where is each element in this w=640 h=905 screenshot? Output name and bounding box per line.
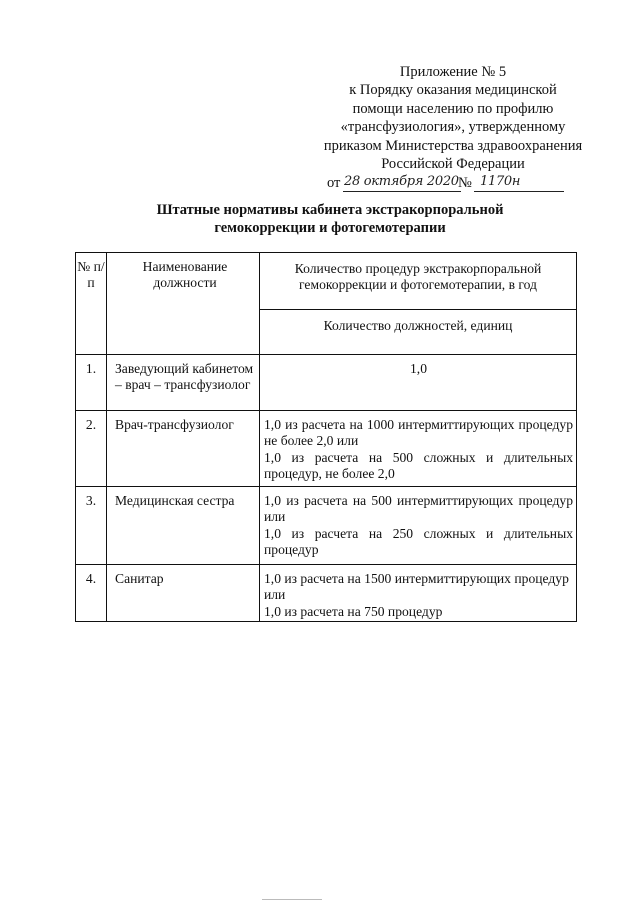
table-row [76, 565, 577, 622]
row-position: Врач-трансфузиолог [107, 411, 260, 487]
order-date-underline [343, 191, 461, 192]
norm-text: 1,0 из расчета на 1500 интермиттирующих процедур или [264, 571, 569, 603]
row-norm [260, 411, 577, 487]
row-position: Заведующий кабинетом – врач – трансфузиолог [107, 355, 260, 411]
norm-text: 1,0 из расчета на 750 процедур [264, 603, 443, 619]
order-from-label: от [327, 175, 341, 192]
row-norm [260, 487, 577, 565]
order-number-underline [474, 191, 564, 192]
scan-artifact [262, 899, 322, 900]
title-line: гемокоррекции и фотогемотерапии [214, 220, 446, 236]
appendix-line: приказом Министерства здравоохранения [323, 137, 583, 154]
document-title [120, 201, 540, 237]
norm-text: 1,0 из расчета на 1000 интермиттирующих процедур не более 2,0 или [264, 417, 573, 449]
norm-text: 1,0 из расчета на 500 интермиттирующих процедур или [264, 493, 573, 525]
staff-norms-table [75, 252, 577, 622]
row-norm [260, 355, 577, 411]
norm-text: 1,0 из расчета на 250 сложных и длительных процедур [264, 525, 573, 558]
appendix-header [318, 63, 588, 193]
order-number-handwritten: 1170н [480, 174, 521, 190]
table-row [76, 355, 577, 411]
appendix-line: Российской Федерации [381, 156, 525, 173]
appendix-line: к Порядку оказания медицинской [349, 82, 557, 99]
header-num: № п/п [76, 253, 107, 355]
row-num: 1. [76, 355, 107, 411]
order-number-label: № [458, 175, 472, 192]
row-norm [260, 565, 577, 622]
header-staff-units: Количество должностей, единиц [260, 310, 577, 355]
order-reference [318, 173, 588, 193]
appendix-line: «трансфузиология», утвержденному [340, 119, 566, 136]
row-position: Медицинская сестра [107, 487, 260, 565]
appendix-line: Приложение № 5 [399, 64, 507, 80]
row-num: 4. [76, 565, 107, 622]
appendix-line: помощи населению по профилю [352, 100, 554, 117]
row-position: Санитар [107, 565, 260, 622]
norm-text: 1,0 из расчета на 500 сложных и длительных процедур, не более 2,0 [264, 449, 573, 482]
table-row [76, 487, 577, 565]
norm-text: 1,0 [410, 361, 427, 376]
order-date-handwritten: 28 октября 2020 [344, 174, 459, 190]
title-line: Штатные нормативы кабинета экстракорпоральной [156, 202, 504, 218]
table-row [76, 411, 577, 487]
row-num: 2. [76, 411, 107, 487]
header-procedures: Количество процедур экстракорпоральной гемокоррекции и фотогемотерапии, в год [260, 253, 577, 310]
table-header-row [76, 253, 577, 310]
row-num: 3. [76, 487, 107, 565]
header-position: Наименование должности [107, 253, 260, 355]
